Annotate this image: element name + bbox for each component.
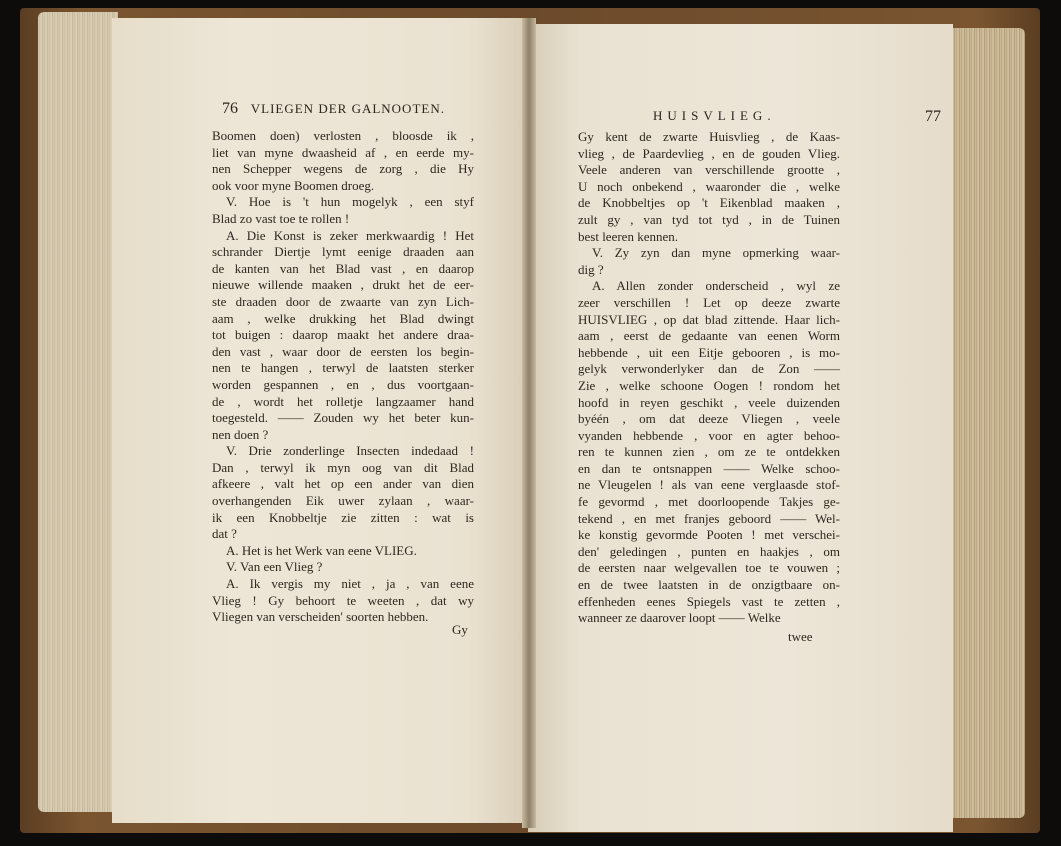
text-line: aam , eerst de gedaante van eenen Worm [578, 328, 840, 344]
text-line: en de twee laatsten in de onzigtbaare on- [578, 577, 840, 593]
text-line: de Knobbeltjes op 't Eikenblad maaken , [578, 195, 840, 211]
text-line: hebbende , uit een Eitje gebooren , is mo- [578, 344, 840, 360]
text-line: hoofd in reyen geschikt , veele duizenden [578, 394, 840, 410]
text-line: de eersten naar welgevallen toe te vouwen ; [578, 560, 840, 576]
text-line: toegesteld. —— Zouden wy het beter kun- [212, 410, 474, 426]
text-line: aam , welke drukking het Blad dwingt [212, 310, 474, 326]
text-line: Blad zo vast toe te rollen ! [212, 210, 350, 226]
text-line: fe gevormd , met doorloopende Takjes ge- [578, 494, 840, 510]
page-edges-left [38, 12, 118, 812]
right-page-number: 77 [925, 108, 941, 125]
text-line: afkeere , valt het op een ander van dien [212, 476, 474, 492]
text-line: ke konstig gevormde Pooten ! met verschei- [578, 527, 840, 543]
right-catchword: twee [788, 629, 813, 644]
left-running-head [222, 100, 445, 118]
left-catchword: Gy [452, 622, 468, 637]
text-line: ren te kunnen zien , om ze te ontdekken [578, 444, 840, 460]
text-line: V. Van een Vlieg ? [226, 559, 323, 575]
book-gutter [522, 18, 536, 828]
text-line: ik een Knobbeltje zie zitten : wat is [212, 509, 474, 525]
text-line: Veele anderen van verschillende grootte , [578, 162, 840, 178]
left-page-number: 76 [222, 100, 238, 117]
text-line: dig ? [578, 261, 604, 277]
text-line: nen te hangen , terwyl de laatsten sterker [212, 360, 474, 376]
text-line: liet van myne dwaasheid af , en eerde my- [212, 144, 474, 160]
text-line: nen Schepper wegens de zorg , die Hy [212, 161, 474, 177]
text-line: nen doen ? [212, 426, 269, 442]
page-edges-right [945, 28, 1025, 818]
text-line: effenheden eenes Spiegels vast te zetten , [578, 593, 840, 609]
text-line: A. Het is het Werk van eene VLIEG. [226, 542, 417, 558]
left-head-title: VLIEGEN DER GALNOOTEN. [250, 101, 445, 116]
text-line: V. Drie zonderlinge Insecten indedaad ! [226, 443, 474, 459]
text-line: Gy kent de zwarte Huisvlieg , de Kaas- [578, 129, 840, 144]
text-line: Boomen doen) verlosten , bloosde ik , [212, 128, 474, 143]
text-line: V. Zy zyn dan myne opmerking waar- [592, 245, 840, 261]
text-line: best leeren kennen. [578, 228, 678, 244]
right-head-title: HUISVLIEG. [653, 108, 776, 123]
text-line: vyanden hebbende , voor en agter behoo- [578, 427, 840, 443]
text-line: Vliegen van verscheiden' soorten hebben. [212, 609, 429, 625]
text-line: Vlieg ! Gy behoort te weeten , dat wy [212, 592, 474, 608]
text-line: den' geledingen , punten en haakjes , om [578, 543, 840, 559]
text-line: wanneer ze daarover loopt —— Welke [578, 610, 781, 626]
text-line: ook voor myne Boomen droeg. [212, 177, 375, 193]
text-line: ste draaden door de zwaarte van zyn Lich- [212, 293, 474, 309]
text-line: zeer verschillen ! Let op deeze zwarte [578, 294, 840, 310]
text-line: A. Allen zonder onderscheid , wyl ze [592, 278, 840, 294]
text-line: den vast , waar door de eersten los begin- [212, 343, 474, 359]
text-line: Zie , welke schoone Oogen ! rondom het [578, 377, 840, 393]
text-line: zult gy , van tyd tot tyd , in de Tuinen [578, 211, 840, 227]
text-line: de kanten van het Blad vast , en daarop [212, 260, 474, 276]
text-line: tekend , en met franjes geboord —— Wel- [578, 510, 840, 526]
text-line: U noch onbekend , waaronder die , welke [578, 178, 840, 194]
right-running-head [653, 108, 943, 124]
text-line: en dan te ontsnappen —— Welke schoo- [578, 460, 840, 476]
text-line: vlieg , de Paardevlieg , en de gouden Vlieg. [578, 145, 840, 161]
text-line: A. Die Konst is zeker merkwaardig ! Het [226, 227, 474, 243]
text-line: gelyk verwonderlyker dan de Zon —— [578, 361, 840, 377]
text-line: A. Ik vergis my niet , ja , van eene [226, 576, 474, 592]
text-line: tot buigen : daarop maakt het andere draa- [212, 327, 474, 343]
text-line: dat ? [212, 526, 237, 542]
text-line: overhangenden Eik uwer zylaan , waar- [212, 493, 474, 509]
text-line: worden gespannen , en , dus voortgaan- [212, 376, 474, 392]
right-page [528, 24, 953, 832]
text-line: V. Hoe is 't hun mogelyk , een styf [226, 194, 474, 210]
text-line: de , wordt het rolletje langzaamer hand [212, 393, 474, 409]
text-line: HUISVLIEG , op dat blad zittende. Haar lich- [578, 311, 840, 327]
left-body-text [212, 128, 474, 626]
text-line: byéén , om dat deeze Vliegen , veele [578, 411, 840, 427]
right-body-text [578, 129, 840, 627]
text-line: ne Vleugelen ! als van eene verglaasde stof- [578, 477, 840, 493]
left-page [112, 18, 530, 823]
text-line: Dan , terwyl ik myn oog van dit Blad [212, 459, 474, 475]
text-line: schrander Diertje lymt eenige draaden aan [212, 244, 474, 260]
text-line: nieuwe willende maaken , drukt het de eer- [212, 277, 474, 293]
